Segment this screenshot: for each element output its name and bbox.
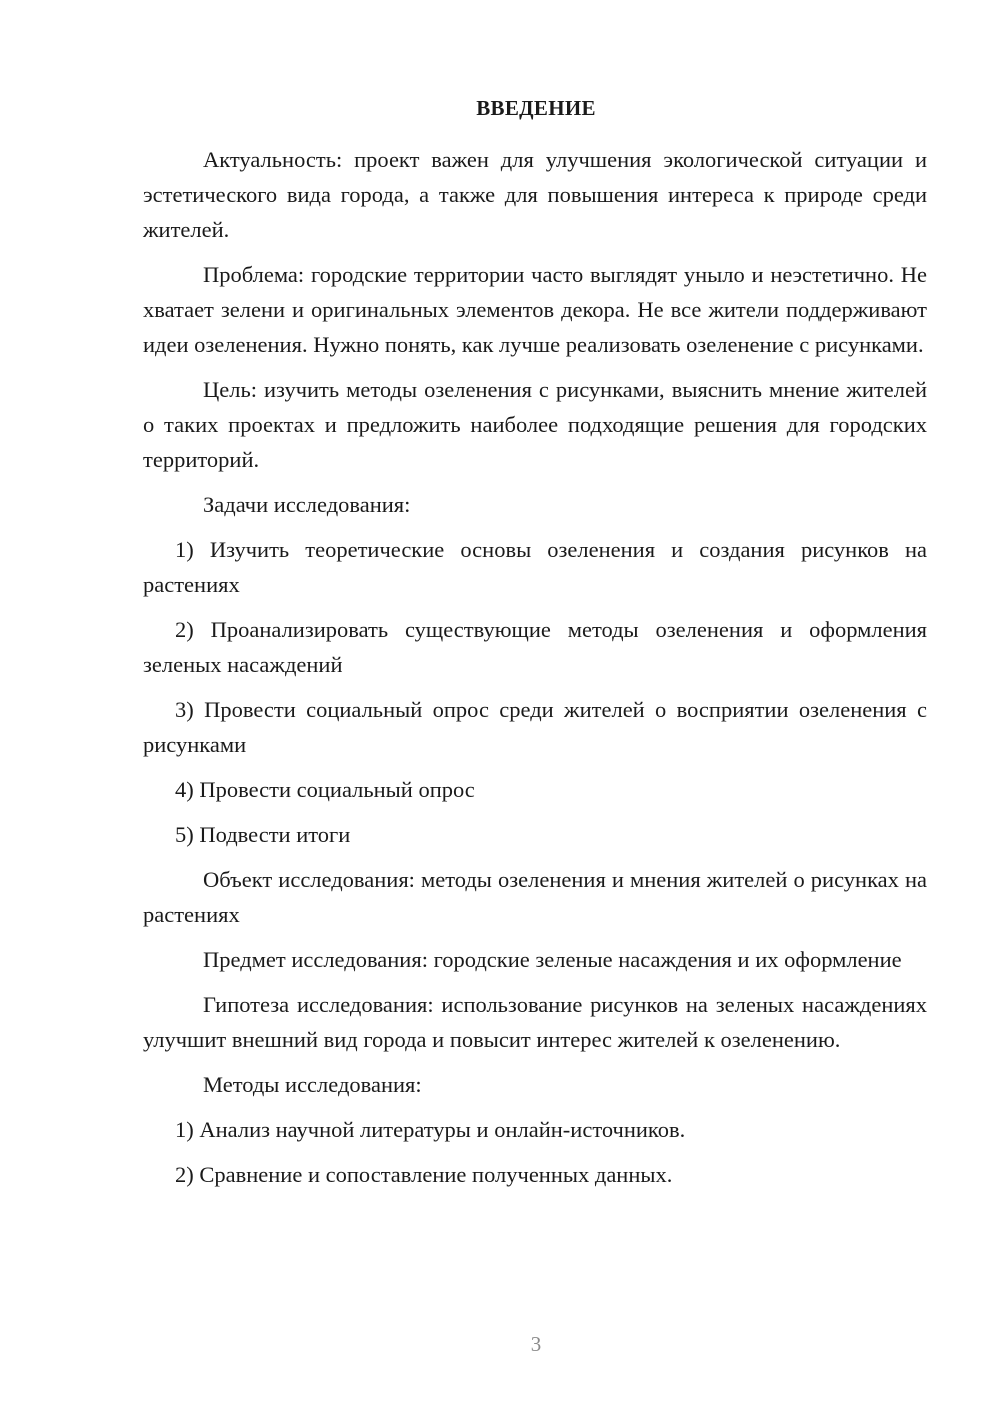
paragraph-problem: Проблема: городские территории часто выглядят уныло и неэстетично. Не хватает зелени и оригинальных элементов декора. Не все жители поддерживают идеи озеленения. Нужно понять, как лучше реализовать озеленение с рисунками. [143, 262, 927, 357]
task-item: 3) Провести социальный опрос среди жителей о восприятии озеленения с рисунками [143, 697, 927, 757]
paragraph-subject: Предмет исследования: городские зеленые насаждения и их оформление [203, 947, 902, 972]
body-text [143, 142, 927, 1202]
paragraph-hypothesis: Гипотеза исследования: использование рисунков на зеленых насаждениях улучшит внешний вид города и повысит интерес жителей к озеленению. [143, 992, 927, 1052]
task-item: 4) Провести социальный опрос [175, 777, 475, 802]
paragraph-goal: Цель: изучить методы озеленения с рисунками, выяснить мнение жителей о таких проектах и предложить наиболее подходящие решения для городских территорий. [143, 377, 927, 472]
page-number: 3 [530, 1332, 542, 1356]
paragraph-methods-heading: Методы исследования: [203, 1072, 422, 1097]
task-item: 5) Подвести итоги [175, 822, 351, 847]
method-item: 1) Анализ научной литературы и онлайн-источников. [175, 1117, 686, 1142]
paragraph-tasks-heading: Задачи исследования: [203, 492, 411, 517]
paragraph-relevance: Актуальность: проект важен для улучшения экологической ситуации и эстетического вида города, а также для повышения интереса к природе среди жителей. [143, 147, 927, 242]
task-item: 2) Проанализировать существующие методы озеленения и оформления зеленых насаждений [143, 617, 927, 677]
paragraph-object: Объект исследования: методы озеленения и мнения жителей о рисунках на растениях [143, 867, 927, 927]
method-item: 2) Сравнение и сопоставление полученных данных. [175, 1162, 673, 1187]
task-item: 1) Изучить теоретические основы озеленения и создания рисунков на растениях [143, 537, 927, 597]
page-title: ВВЕДЕНИЕ [476, 96, 596, 120]
